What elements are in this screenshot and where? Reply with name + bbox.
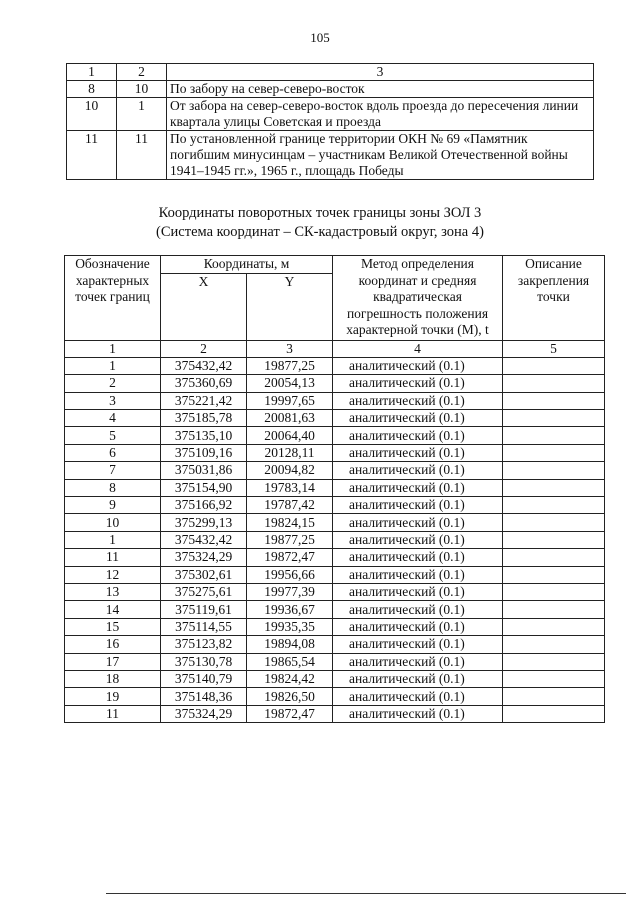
- table-row: [65, 479, 605, 496]
- x-header: X: [161, 273, 247, 340]
- x-coordinate-cell: 375360,69: [161, 375, 247, 392]
- x-coordinate-cell: 375140,79: [161, 670, 247, 687]
- top-table-header-cell: 3: [167, 64, 594, 81]
- table-row: [65, 688, 605, 705]
- x-coordinate-cell: 375432,42: [161, 531, 247, 548]
- description-cell: [503, 618, 605, 635]
- point-cell: 11: [65, 705, 161, 722]
- to-point-cell: 10: [117, 81, 167, 98]
- x-coordinate-cell: 375031,86: [161, 462, 247, 479]
- point-cell: 2: [65, 375, 161, 392]
- top-table-header-row: [67, 64, 594, 81]
- table-row: [67, 98, 594, 131]
- x-coordinate-cell: 375324,29: [161, 705, 247, 722]
- table-row: [65, 549, 605, 566]
- x-coordinate-cell: 375123,82: [161, 636, 247, 653]
- x-coordinate-cell: 375302,61: [161, 566, 247, 583]
- description-cell: [503, 531, 605, 548]
- y-coordinate-cell: 20128,11: [247, 444, 333, 461]
- point-cell: 4: [65, 410, 161, 427]
- point-cell: 6: [65, 444, 161, 461]
- y-coordinate-cell: 20094,82: [247, 462, 333, 479]
- x-coordinate-cell: 375324,29: [161, 549, 247, 566]
- method-cell: аналитический (0.1): [333, 618, 503, 635]
- x-coordinate-cell: 375275,61: [161, 583, 247, 600]
- x-coordinate-cell: 375432,42: [161, 357, 247, 374]
- point-header: Обозначение характерных точек границ: [65, 256, 161, 341]
- table-row: [65, 444, 605, 461]
- table-row: [65, 653, 605, 670]
- description-cell: [503, 514, 605, 531]
- description-cell: [503, 357, 605, 374]
- method-cell: аналитический (0.1): [333, 392, 503, 409]
- y-coordinate-cell: 19872,47: [247, 705, 333, 722]
- y-coordinate-cell: 19824,15: [247, 514, 333, 531]
- point-cell: 16: [65, 636, 161, 653]
- y-coordinate-cell: 20064,40: [247, 427, 333, 444]
- table-row: [65, 375, 605, 392]
- x-coordinate-cell: 375114,55: [161, 618, 247, 635]
- section-heading: [0, 204, 640, 242]
- x-coordinate-cell: 375135,10: [161, 427, 247, 444]
- from-point-cell: 10: [67, 98, 117, 131]
- description-cell: [503, 410, 605, 427]
- heading-line-2: (Система координат – СК-кадастровый округ, зона 4): [156, 224, 484, 240]
- y-coordinate-cell: 19894,08: [247, 636, 333, 653]
- method-cell: аналитический (0.1): [333, 549, 503, 566]
- y-coordinate-cell: 19997,65: [247, 392, 333, 409]
- method-cell: аналитический (0.1): [333, 705, 503, 722]
- column-number: 2: [161, 340, 247, 357]
- y-coordinate-cell: 19977,39: [247, 583, 333, 600]
- method-cell: аналитический (0.1): [333, 427, 503, 444]
- x-coordinate-cell: 375148,36: [161, 688, 247, 705]
- y-coordinate-cell: 19956,66: [247, 566, 333, 583]
- table-row: [65, 566, 605, 583]
- method-cell: аналитический (0.1): [333, 688, 503, 705]
- coords-header-row: [65, 256, 605, 274]
- description-header: Описание закрепления точки: [503, 256, 605, 341]
- y-coordinate-cell: 19877,25: [247, 357, 333, 374]
- description-cell: [503, 601, 605, 618]
- table-row: [65, 410, 605, 427]
- table-row: [65, 357, 605, 374]
- from-point-cell: 11: [67, 131, 117, 180]
- description-cell: [503, 549, 605, 566]
- point-cell: 19: [65, 688, 161, 705]
- top-table-header-cell: 2: [117, 64, 167, 81]
- description-cell: [503, 636, 605, 653]
- column-number: 5: [503, 340, 605, 357]
- method-cell: аналитический (0.1): [333, 636, 503, 653]
- method-cell: аналитический (0.1): [333, 670, 503, 687]
- boundary-description-cell: По установленной границе территории ОКН № 69 «Памятник погибшим минусинцам – участникам Великой Отечественной войны 1941–1945 гг.», 1965 г., площадь Победы: [167, 131, 594, 180]
- y-coordinate-cell: 19824,42: [247, 670, 333, 687]
- point-cell: 17: [65, 653, 161, 670]
- y-coordinate-cell: 19783,14: [247, 479, 333, 496]
- x-coordinate-cell: 375119,61: [161, 601, 247, 618]
- column-number: 1: [65, 340, 161, 357]
- x-coordinate-cell: 375166,92: [161, 497, 247, 514]
- column-number: 4: [333, 340, 503, 357]
- y-coordinate-cell: 19872,47: [247, 549, 333, 566]
- boundary-description-table: [66, 63, 594, 180]
- description-cell: [503, 566, 605, 583]
- method-cell: аналитический (0.1): [333, 601, 503, 618]
- method-cell: аналитический (0.1): [333, 357, 503, 374]
- table-row: [65, 462, 605, 479]
- y-coordinate-cell: 20081,63: [247, 410, 333, 427]
- y-coordinate-cell: 19936,67: [247, 601, 333, 618]
- table-row: [65, 670, 605, 687]
- x-coordinate-cell: 375154,90: [161, 479, 247, 496]
- footer-rule: [106, 893, 626, 894]
- table-row: [65, 618, 605, 635]
- x-coordinate-cell: 375185,78: [161, 410, 247, 427]
- column-number-row: [65, 340, 605, 357]
- method-cell: аналитический (0.1): [333, 375, 503, 392]
- table-row: [65, 427, 605, 444]
- y-coordinate-cell: 19877,25: [247, 531, 333, 548]
- table-row: [65, 531, 605, 548]
- from-point-cell: 8: [67, 81, 117, 98]
- coordinates-table: [64, 255, 605, 723]
- description-cell: [503, 705, 605, 722]
- method-cell: аналитический (0.1): [333, 462, 503, 479]
- method-cell: аналитический (0.1): [333, 583, 503, 600]
- method-cell: аналитический (0.1): [333, 497, 503, 514]
- point-cell: 3: [65, 392, 161, 409]
- table-row: [65, 583, 605, 600]
- description-cell: [503, 462, 605, 479]
- heading-line-1: Координаты поворотных точек границы зоны ЗОЛ 3: [158, 205, 482, 221]
- description-cell: [503, 583, 605, 600]
- to-point-cell: 1: [117, 98, 167, 131]
- point-cell: 12: [65, 566, 161, 583]
- table-row: [67, 81, 594, 98]
- y-coordinate-cell: 20054,13: [247, 375, 333, 392]
- point-cell: 10: [65, 514, 161, 531]
- y-coordinate-cell: 19826,50: [247, 688, 333, 705]
- y-header: Y: [247, 273, 333, 340]
- table-row: [65, 514, 605, 531]
- boundary-description-cell: От забора на север-северо-восток вдоль проезда до пересечения линии квартала улицы Советская и проезда: [167, 98, 594, 131]
- method-cell: аналитический (0.1): [333, 531, 503, 548]
- description-cell: [503, 688, 605, 705]
- table-row: [67, 131, 594, 180]
- x-coordinate-cell: 375221,42: [161, 392, 247, 409]
- method-cell: аналитический (0.1): [333, 444, 503, 461]
- description-cell: [503, 497, 605, 514]
- description-cell: [503, 444, 605, 461]
- description-cell: [503, 427, 605, 444]
- page-number: 105: [310, 30, 330, 45]
- point-cell: 15: [65, 618, 161, 635]
- y-coordinate-cell: 19865,54: [247, 653, 333, 670]
- top-table-header-cell: 1: [67, 64, 117, 81]
- point-cell: 13: [65, 583, 161, 600]
- point-cell: 1: [65, 357, 161, 374]
- description-cell: [503, 479, 605, 496]
- table-row: [65, 636, 605, 653]
- y-coordinate-cell: 19935,35: [247, 618, 333, 635]
- point-cell: 7: [65, 462, 161, 479]
- method-header: Метод определения координат и средняя квадратическая погрешность положения характерной точки (М), t: [333, 256, 503, 341]
- point-cell: 18: [65, 670, 161, 687]
- point-cell: 5: [65, 427, 161, 444]
- point-cell: 1: [65, 531, 161, 548]
- method-cell: аналитический (0.1): [333, 653, 503, 670]
- method-cell: аналитический (0.1): [333, 566, 503, 583]
- y-coordinate-cell: 19787,42: [247, 497, 333, 514]
- point-cell: 11: [65, 549, 161, 566]
- description-cell: [503, 375, 605, 392]
- description-cell: [503, 392, 605, 409]
- description-cell: [503, 670, 605, 687]
- coords-body: [65, 357, 605, 722]
- boundary-description-cell: По забору на север-северо-восток: [167, 81, 594, 98]
- table-row: [65, 705, 605, 722]
- method-cell: аналитический (0.1): [333, 479, 503, 496]
- method-cell: аналитический (0.1): [333, 410, 503, 427]
- description-cell: [503, 653, 605, 670]
- x-coordinate-cell: 375130,78: [161, 653, 247, 670]
- column-number: 3: [247, 340, 333, 357]
- x-coordinate-cell: 375109,16: [161, 444, 247, 461]
- table-row: [65, 497, 605, 514]
- point-cell: 9: [65, 497, 161, 514]
- to-point-cell: 11: [117, 131, 167, 180]
- table-row: [65, 601, 605, 618]
- point-cell: 14: [65, 601, 161, 618]
- coords-header: Координаты, м: [161, 256, 333, 274]
- method-cell: аналитический (0.1): [333, 514, 503, 531]
- x-coordinate-cell: 375299,13: [161, 514, 247, 531]
- point-cell: 8: [65, 479, 161, 496]
- table-row: [65, 392, 605, 409]
